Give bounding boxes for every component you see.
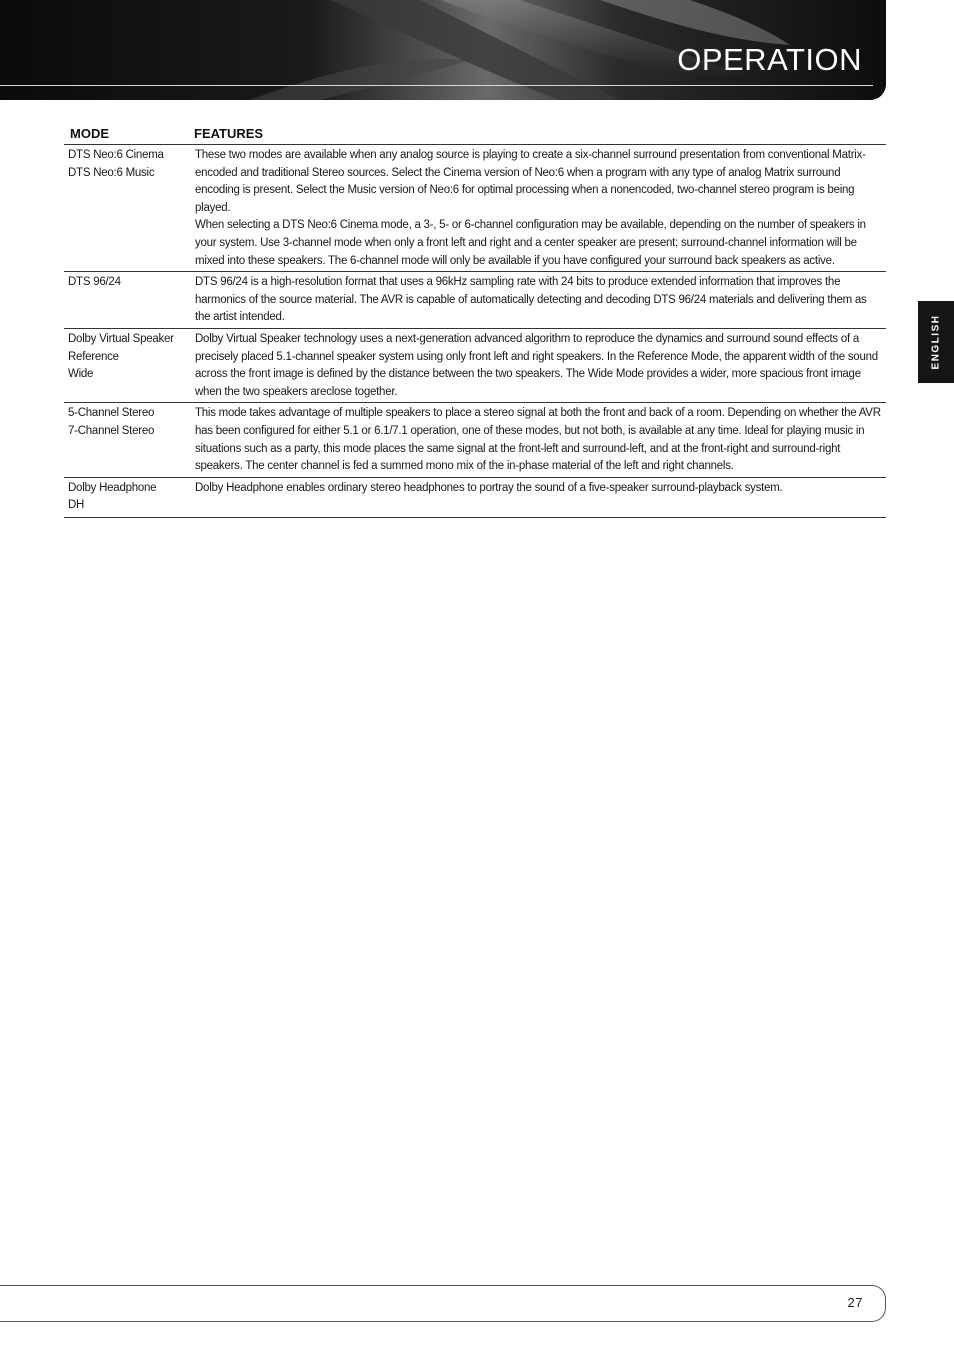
features-paragraph: Dolby Headphone enables ordinary stereo headphones to portray the sound of a five-speaker surround-playback system. [195, 481, 783, 494]
mode-cell [64, 403, 191, 477]
mode-name: Dolby Headphone [68, 481, 157, 494]
features-paragraph: DTS 96/24 is a high-resolution format that uses a 96kHz sampling rate with 24 bits to produce extended information that improves the harmonics of the source material. The AVR is capable of automatically detecting and decoding DTS 96/24 materials and delivering them as the artist intended. [195, 276, 867, 324]
table-row [64, 145, 886, 272]
features-paragraph: When selecting a DTS Neo:6 Cinema mode, a 3-, 5- or 6-channel configuration may be available, depending on the number of speakers in your system. Use 3-channel mode when only a front left and right and a center speaker are present; surround-channel information will be mixed into these speakers. The 6-channel mode will only be available if you have configured your surround back speakers as active. [195, 219, 866, 267]
language-tab-label: ENGLISH [930, 314, 942, 370]
features-paragraph: Dolby Virtual Speaker technology uses a next-generation advanced algorithm to reproduce the dynamics and surround sound effects of a precisely placed 5.1-channel speaker system using only front left and right speakers. In the Reference Mode, the apparent width of the sound across the front image is defined by the distance between the two speakers. The Wide Mode provides a wider, more spacious front image when the two speakers areclose together. [195, 332, 878, 398]
table-row [64, 477, 886, 517]
mode-name: DTS 96/24 [68, 276, 121, 289]
column-header-features: FEATURES [191, 124, 886, 145]
table-row [64, 328, 886, 402]
mode-name: 7-Channel Stereo [68, 424, 155, 437]
features-paragraph: This mode takes advantage of multiple speakers to place a stereo signal at both the front and back of a room. Depending on whether the AVR has been configured for either 5.1 or 6.1/7.1 operation, one of these modes, but not both, is available at any time. Ideal for playing music in situations such as a party, this mode places the same signal at the front-left and surround-left, and at the front-right and surround-right speakers. The center channel is fed a summed mono mix of the in-phase material of the left and right channels. [195, 407, 881, 473]
page-title: OPERATION [677, 42, 862, 77]
mode-name: Dolby Virtual Speaker [68, 332, 174, 345]
table-header-row [64, 124, 886, 145]
features-cell [191, 477, 886, 517]
features-cell [191, 272, 886, 329]
mode-cell [64, 477, 191, 517]
header-rule [0, 85, 873, 86]
modes-table [64, 124, 886, 518]
table-row [64, 403, 886, 477]
table-row [64, 272, 886, 329]
mode-cell [64, 145, 191, 272]
mode-name: DTS Neo:6 Music [68, 166, 155, 179]
language-tab [918, 301, 954, 383]
mode-cell [64, 272, 191, 329]
features-cell [191, 403, 886, 477]
features-cell [191, 328, 886, 402]
mode-name: 5-Channel Stereo [68, 407, 155, 420]
features-cell [191, 145, 886, 272]
header-band [0, 0, 886, 100]
page-number: 27 [847, 1295, 863, 1310]
mode-name: Wide [68, 368, 94, 381]
mode-name: Reference [68, 350, 119, 363]
column-header-mode: MODE [64, 124, 191, 145]
footer-bar [0, 1285, 886, 1322]
mode-name: DTS Neo:6 Cinema [68, 149, 164, 161]
mode-cell [64, 328, 191, 402]
features-paragraph: These two modes are available when any analog source is playing to create a six-channel surround presentation from conventional Matrix-encoded and traditional Stereo sources. Select the Cinema version of Neo:6 when a program with any type of analog Matrix surround encoding is present. Select the Music version of Neo:6 for optimal processing when a nonencoded, two-channel stereo program is being played. [195, 149, 866, 214]
mode-name: DH [68, 499, 85, 512]
